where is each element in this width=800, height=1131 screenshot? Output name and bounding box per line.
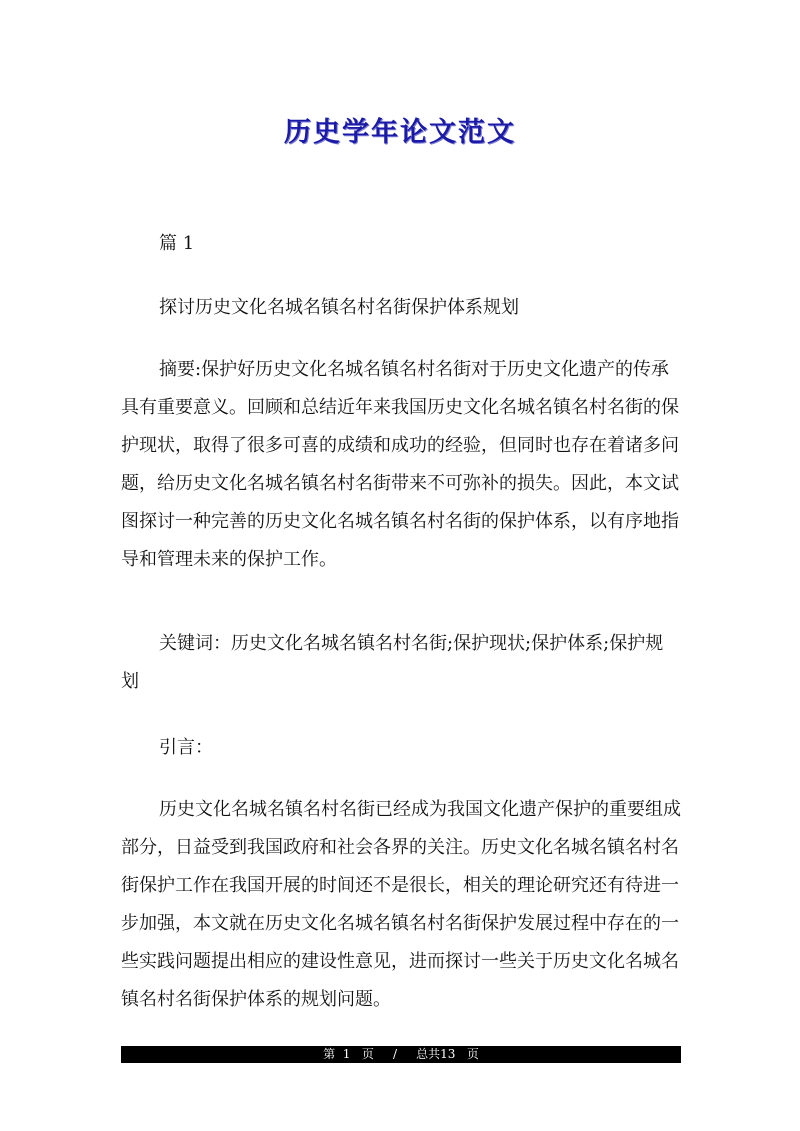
footer-total-prefix: 总共13 bbox=[416, 1047, 456, 1061]
footer-page-suffix: 页 bbox=[361, 1047, 374, 1061]
intro-heading: 引言： bbox=[159, 737, 213, 758]
page-footer bbox=[121, 1046, 681, 1063]
intro-paragraph: 历史文化名城名镇名村名街已经成为我国文化遗产保护的重要组成部分，日益受到我国政府和社会各界的关注。历史文化名城名镇名村名街保护工作在我国开展的时间还不是很长，相关的理论研究还有待进一步加强，本文就在历史文化名城名镇名村名街保护发展过程中存在的一些实践问题提出相应的建设性意见，进而探讨一些关于历史文化名城名镇名村名街保护体系的规划问题。 bbox=[121, 799, 681, 1010]
section-label: 篇 1 bbox=[159, 233, 195, 254]
footer-total-suffix: 页 bbox=[466, 1047, 479, 1061]
article-title: 探讨历史文化名城名镇名村名街保护体系规划 bbox=[159, 297, 519, 318]
footer-page-prefix: 第 bbox=[323, 1047, 336, 1061]
keywords-paragraph: 关键词：历史文化名城名镇名村名街;保护现状;保护体系;保护规划 bbox=[121, 633, 664, 692]
abstract-paragraph: 摘要:保护好历史文化名城名镇名村名街对于历史文化遗产的传承具有重要意义。回顾和总结近年来我国历史文化名城名镇名村名街的保护现状，取得了很多可喜的成绩和成功的经验，但同时也存在着诸多问题，给历史文化名城名镇名村名街带来不可弥补的损失。因此，本文试图探讨一种完善的历史文化名城名镇名村名街的保护体系，以有序地指导和管理未来的保护工作。 bbox=[121, 359, 679, 570]
footer-separator: / bbox=[392, 1047, 398, 1061]
document-title: 历史学年论文范文 bbox=[284, 117, 516, 148]
footer-page-number: 1 bbox=[342, 1047, 351, 1061]
